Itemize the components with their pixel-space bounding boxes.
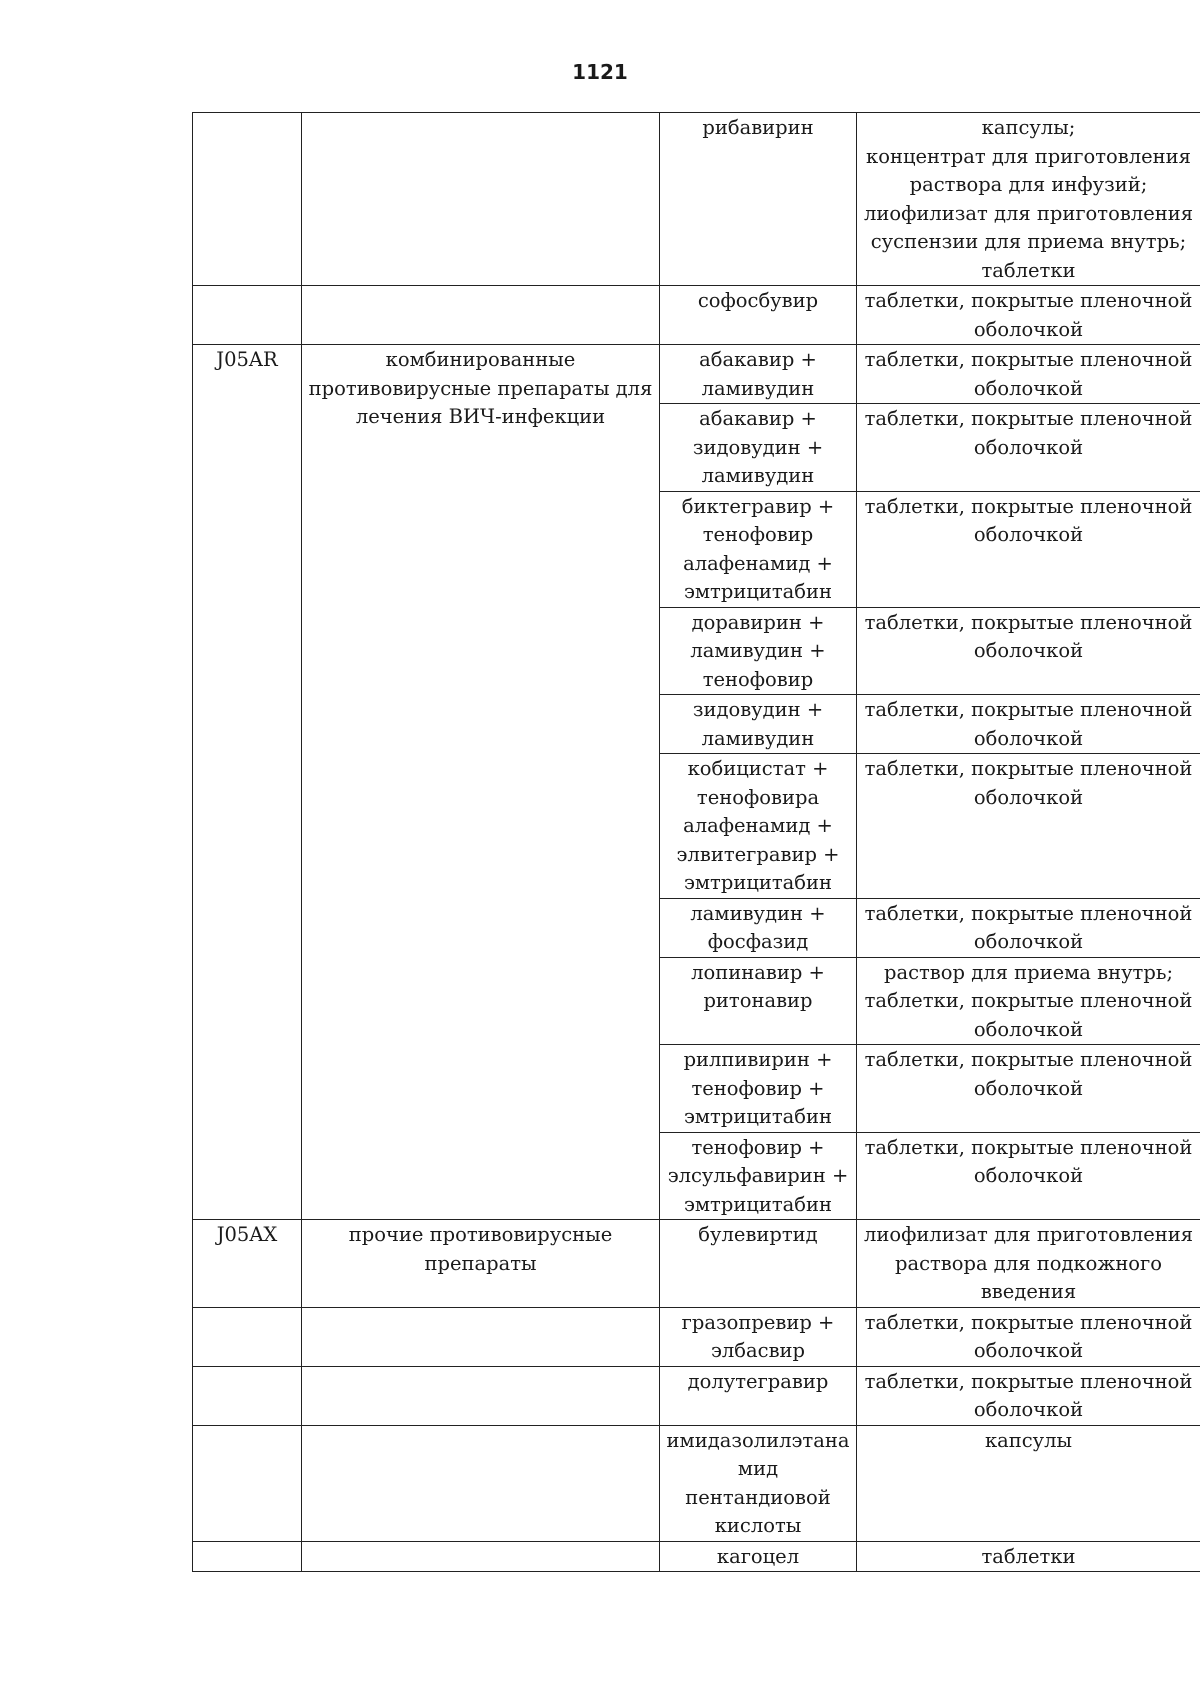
drug-name-line: тенофовира [696,785,820,809]
drug-name-cell [660,491,857,607]
dosage-form-cell [857,957,1200,1045]
page-number: 1121 [572,60,628,84]
dosage-form-line: раствора для инфузий; [909,173,1148,196]
drug-name-line: рилпивирин + [683,1048,833,1071]
group-cell: комбинированные противовирусные препараты для лечения ВИЧ-инфекции [302,345,660,1220]
dosage-form-cell [857,1132,1200,1220]
drug-name-line: ламивудин [701,726,815,750]
dosage-form-line: таблетки, покрытые пленочной [864,901,1193,925]
drug-name-cell [660,695,857,754]
atc-code-cell [193,1541,302,1572]
drug-name-cell [660,113,857,286]
drug-name-line: тенофовир [702,523,814,546]
drug-name-line: элвитегравир + [676,842,840,866]
table-row [193,1366,1200,1425]
dosage-form-cell [857,1366,1200,1425]
drug-name-cell [660,1220,857,1308]
dosage-form-line: таблетки, покрытые пленочной [864,407,1193,430]
table-row [193,345,1200,404]
drug-name-line: ламивудин [701,464,815,487]
atc-code-cell [193,113,302,286]
dosage-form-cell [857,695,1200,754]
dosage-form-cell [857,1307,1200,1366]
dosage-form-line: суспензии для приема внутрь; [870,230,1187,253]
dosage-form-line: оболочкой [973,1076,1084,1100]
drug-name-cell [660,607,857,695]
dosage-form-line: капсулы; [981,116,1076,139]
drug-name-line: кислоты [714,1514,802,1537]
dosage-form-cell [857,607,1200,695]
dosage-form-line: таблетки, покрытые пленочной [864,1135,1193,1159]
dosage-form-cell [857,113,1200,286]
drug-name-cell [660,286,857,345]
drug-name-cell [660,754,857,899]
table-row [193,1307,1200,1366]
dosage-form-line: таблетки [981,258,1076,282]
dosage-form-line: лиофилизат для приготовления [863,201,1194,225]
atc-code-cell: J05AX [193,1220,302,1308]
dosage-form-line: таблетки, покрытые пленочной [864,494,1193,518]
table-row [193,113,1200,286]
drug-name-line: фосфазид [707,930,809,953]
dosage-form-line: оболочкой [973,523,1084,546]
drug-name-line: эмтрицитабин [683,871,833,894]
drug-name-cell [660,404,857,492]
dosage-form-line: таблетки [981,1544,1076,1568]
dosage-form-line: оболочкой [973,726,1084,750]
drug-name-cell [660,1045,857,1133]
dosage-form-line: таблетки, покрытые пленочной [864,289,1193,312]
dosage-form-line: таблетки, покрытые пленочной [864,1310,1193,1334]
group-cell [302,1366,660,1425]
dosage-form-line: таблетки, покрытые пленочной [864,698,1193,721]
drug-name-line: элбасвир [710,1339,806,1362]
dosage-form-cell [857,1541,1200,1572]
dosage-form-line: таблетки, покрытые пленочной [864,989,1193,1012]
group-cell: прочие противовирусные препараты [302,1220,660,1308]
dosage-form-line: таблетки, покрытые пленочной [864,757,1193,780]
drug-name-cell [660,898,857,957]
drug-name-line: тенофовир [702,667,814,691]
drug-table [192,112,1200,1572]
dosage-form-line: таблетки, покрытые пленочной [864,1369,1193,1393]
drug-name-line: эмтрицитабин [683,580,833,603]
dosage-form-line: концентрат для приготовления [866,144,1191,168]
table-row [193,286,1200,345]
drug-name-line: кагоцел [716,1544,800,1568]
drug-name-line: эмтрицитабин [683,1105,833,1128]
drug-name-line: алафенамид + [683,814,833,837]
dosage-form-line: раствора для подкожного [894,1251,1163,1275]
drug-name-line: пентандиовой [685,1485,831,1509]
drug-name-line: тенофовир + [691,1076,825,1100]
dosage-form-line: оболочкой [973,785,1084,809]
dosage-form-line: таблетки, покрытые пленочной [864,348,1193,371]
group-cell [302,113,660,286]
drug-name-line: ритонавир [703,989,813,1012]
drug-name-line: биктегравир + [681,494,835,518]
atc-code-cell [193,1366,302,1425]
drug-name-line: абакавир + [699,348,817,371]
drug-name-line: мид [737,1457,779,1480]
dosage-form-cell [857,754,1200,899]
dosage-form-cell [857,1045,1200,1133]
atc-code-cell [193,1307,302,1366]
drug-name-line: эмтрицитабин [683,1192,833,1216]
dosage-form-line: оболочкой [973,930,1084,953]
drug-name-cell [660,345,857,404]
drug-name-line: зидовудин + [692,698,824,721]
dosage-form-line: введения [980,1280,1077,1303]
dosage-form-cell [857,286,1200,345]
drug-name-line: тенофовир + [691,1135,825,1159]
dosage-form-cell [857,1425,1200,1541]
group-cell [302,1541,660,1572]
dosage-form-line: оболочкой [973,1339,1084,1362]
dosage-form-line: оболочкой [973,1398,1084,1421]
table-row [193,1220,1200,1308]
dosage-form-cell [857,404,1200,492]
dosage-form-line: оболочкой [973,1017,1084,1041]
atc-code-cell: J05AR [193,345,302,1220]
drug-name-line: софосбувир [697,289,819,312]
group-cell [302,286,660,345]
drug-name-line: ламивудин + [690,901,826,925]
atc-code-cell [193,1425,302,1541]
drug-name-line: имидазолилэтана [666,1428,850,1452]
drug-name-cell [660,1307,857,1366]
drug-name-line: зидовудин + [692,435,824,459]
drug-name-line: абакавир + [699,407,817,430]
dosage-form-line: лиофилизат для приготовления [863,1223,1194,1246]
drug-name-line: лопинавир + [691,960,825,984]
dosage-form-line: капсулы [984,1428,1073,1452]
drug-name-line: гразопревир + [681,1310,835,1334]
dosage-form-line: оболочкой [973,1164,1084,1187]
dosage-form-cell [857,898,1200,957]
table-row [193,1425,1200,1541]
dosage-form-line: оболочкой [973,376,1084,400]
group-cell [302,1425,660,1541]
drug-name-line: алафенамид + [683,551,833,575]
drug-name-line: рибавирин [702,116,814,139]
drug-name-line: кобицистат + [687,757,829,780]
dosage-form-line: оболочкой [973,435,1084,459]
dosage-form-line: таблетки, покрытые пленочной [864,610,1193,634]
dosage-form-line: оболочкой [973,317,1084,341]
drug-name-line: булевиртид [698,1223,818,1246]
drug-name-line: долутегравир [687,1369,829,1393]
dosage-form-cell [857,491,1200,607]
drug-name-cell [660,957,857,1045]
atc-code-cell [193,286,302,345]
drug-name-line: ламивудин [701,376,815,400]
drug-name-cell [660,1541,857,1572]
drug-name-cell [660,1366,857,1425]
dosage-form-line: раствор для приема внутрь; [883,960,1174,984]
group-cell [302,1307,660,1366]
dosage-form-cell [857,345,1200,404]
drug-name-line: элсульфавирин + [667,1164,849,1187]
drug-name-cell [660,1132,857,1220]
table-row [193,1541,1200,1572]
drug-name-line: ламивудин + [690,639,826,662]
drug-name-cell [660,1425,857,1541]
drug-name-line: доравирин + [691,610,825,634]
dosage-form-line: оболочкой [973,639,1084,662]
dosage-form-cell [857,1220,1200,1308]
dosage-form-line: таблетки, покрытые пленочной [864,1048,1193,1071]
